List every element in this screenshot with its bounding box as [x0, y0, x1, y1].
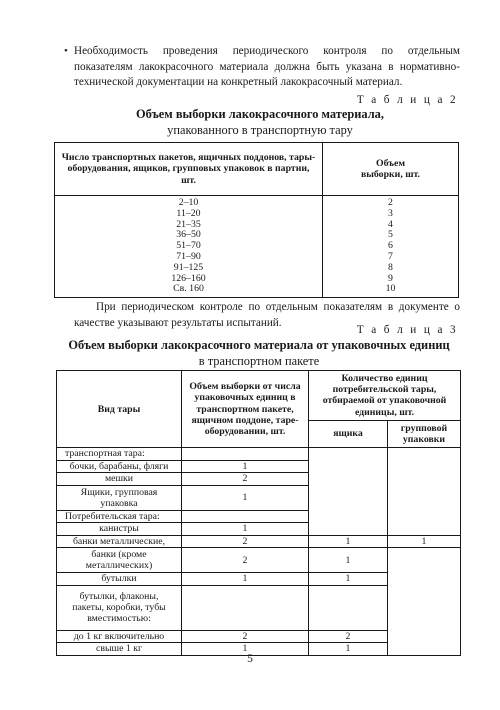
table2-col2-header: Объем выборки, шт. — [323, 143, 459, 196]
table2-label: Т а б л и ц а 2 — [356, 94, 458, 106]
table2-title-line1: Объем выборки лакокрасочного материала, — [136, 107, 384, 121]
table3-cell: 1 — [182, 573, 309, 586]
table-row — [55, 220, 459, 231]
table3-cell: 1 — [388, 535, 461, 548]
table3-row-label: бочки, барабаны, фляги — [57, 460, 182, 473]
table-row — [55, 263, 459, 274]
table2-range-cell: 36–50 — [55, 230, 323, 241]
table3-title-line1: Объем выборки лакокрасочного материала от упаковочных единиц — [68, 338, 450, 352]
table2-title — [60, 106, 460, 138]
table-row — [55, 230, 459, 241]
table2-range-cell: 126–160 — [55, 274, 323, 285]
table-row — [55, 274, 459, 285]
table2-sample-cell: 9 — [323, 274, 459, 285]
table3-cell — [309, 585, 388, 630]
table3-header-count: Количество единиц потребительской тары, отбираемой от упаковочной единицы, шт. — [309, 371, 461, 421]
table3-cell — [309, 448, 388, 536]
table2-range-cell: Св. 160 — [55, 284, 323, 297]
table-row — [55, 196, 459, 209]
table2-sample-cell: 7 — [323, 252, 459, 263]
table-row — [57, 548, 461, 573]
table2-body — [55, 196, 459, 298]
middle-paragraph: При периодическом контроле по отдельным показателям в документе о качестве указывают результаты испытаний. — [74, 301, 460, 329]
table2-sample-cell: 2 — [323, 196, 459, 209]
table3-cell: 2 — [182, 548, 309, 573]
bullet-icon: • — [64, 45, 68, 57]
table3-cell: 1 — [309, 548, 388, 573]
table3-cell — [388, 448, 461, 536]
table3-label: Т а б л и ц а 3 — [356, 324, 458, 336]
table2-sample-cell: 5 — [323, 230, 459, 241]
table3-row-label: Ящики, групповая упаковка — [57, 485, 182, 510]
table3-header-sample: Объем выборки от числа упаковочных единиц в транспортном пакете, ящичном поддоне, таре-оборудовании, шт. — [182, 371, 309, 448]
table2-sample-cell: 10 — [323, 284, 459, 297]
table2 — [54, 142, 459, 298]
table2-col1-header: Число транспортных пакетов, ящичных поддонов, тары-оборудования, ящиков, групповых упаковок в партии, шт. — [55, 143, 323, 196]
intro-text: Необходимость проведения периодического контроля по отдельным показателям лакокрасочного материала должна быть указана в нормативно-технической документации на конкретный лакокрасочный материал. — [74, 45, 460, 89]
table2-range-cell: 91–125 — [55, 263, 323, 274]
table3-row-label: бутылки — [57, 573, 182, 586]
table-row — [57, 535, 461, 548]
table2-sample-cell: 3 — [323, 209, 459, 220]
table3-row-label: банки металлические, — [57, 535, 182, 548]
table3-cell: 1 — [182, 460, 309, 473]
table2-sample-cell: 8 — [323, 263, 459, 274]
table3-row-label: до 1 кг включительно — [57, 630, 182, 643]
table3-cell — [182, 585, 309, 630]
table3-header-box: ящика — [309, 420, 388, 447]
table3-row-label: канистры — [57, 523, 182, 536]
table3-cell: 1 — [182, 643, 309, 656]
table-row — [55, 241, 459, 252]
table3-row-label: Потребительская тара: — [57, 510, 182, 523]
table3-title — [54, 337, 464, 369]
table3-cell: 1 — [309, 573, 388, 586]
table3-row-label: свыше 1 кг — [57, 643, 182, 656]
table3-cell — [182, 510, 309, 523]
table-row — [55, 209, 459, 220]
table-row — [57, 448, 461, 461]
table-row — [55, 284, 459, 297]
table3-row-label: бутылки, флаконы, пакеты, коробки, тубы вместимостью: — [57, 585, 182, 630]
table3-header-group: групповой упаковки — [388, 420, 461, 447]
table2-range-cell: 51–70 — [55, 241, 323, 252]
table3-cell — [388, 548, 461, 656]
table3-cell — [182, 448, 309, 461]
table3-cell: 1 — [309, 643, 388, 656]
table2-range-cell: 21–35 — [55, 220, 323, 231]
table3-cell: 2 — [182, 630, 309, 643]
table2-sample-cell: 6 — [323, 241, 459, 252]
table3-cell: 2 — [182, 535, 309, 548]
table3-row-label: мешки — [57, 473, 182, 486]
table3-cell: 2 — [309, 630, 388, 643]
table3-header-type: Вид тары — [57, 371, 182, 448]
table3-cell: 1 — [309, 535, 388, 548]
table2-title-line2: упакованного в транспортную тару — [167, 123, 353, 137]
table3-row-label: транспортная тара: — [57, 448, 182, 461]
intro-paragraph — [64, 44, 460, 91]
table2-sample-cell: 4 — [323, 220, 459, 231]
table2-range-cell: 11–20 — [55, 209, 323, 220]
table3-title-line2: в транспортном пакете — [198, 354, 320, 368]
table2-range-cell: 2–10 — [55, 196, 323, 209]
table3 — [56, 370, 461, 656]
table3-cell: 1 — [182, 523, 309, 536]
table3-cell: 1 — [182, 485, 309, 510]
page-number: 5 — [247, 653, 253, 665]
table3-row-label: банки (кроме металлических) — [57, 548, 182, 573]
table3-cell: 2 — [182, 473, 309, 486]
table2-range-cell: 71–90 — [55, 252, 323, 263]
table-row — [55, 252, 459, 263]
